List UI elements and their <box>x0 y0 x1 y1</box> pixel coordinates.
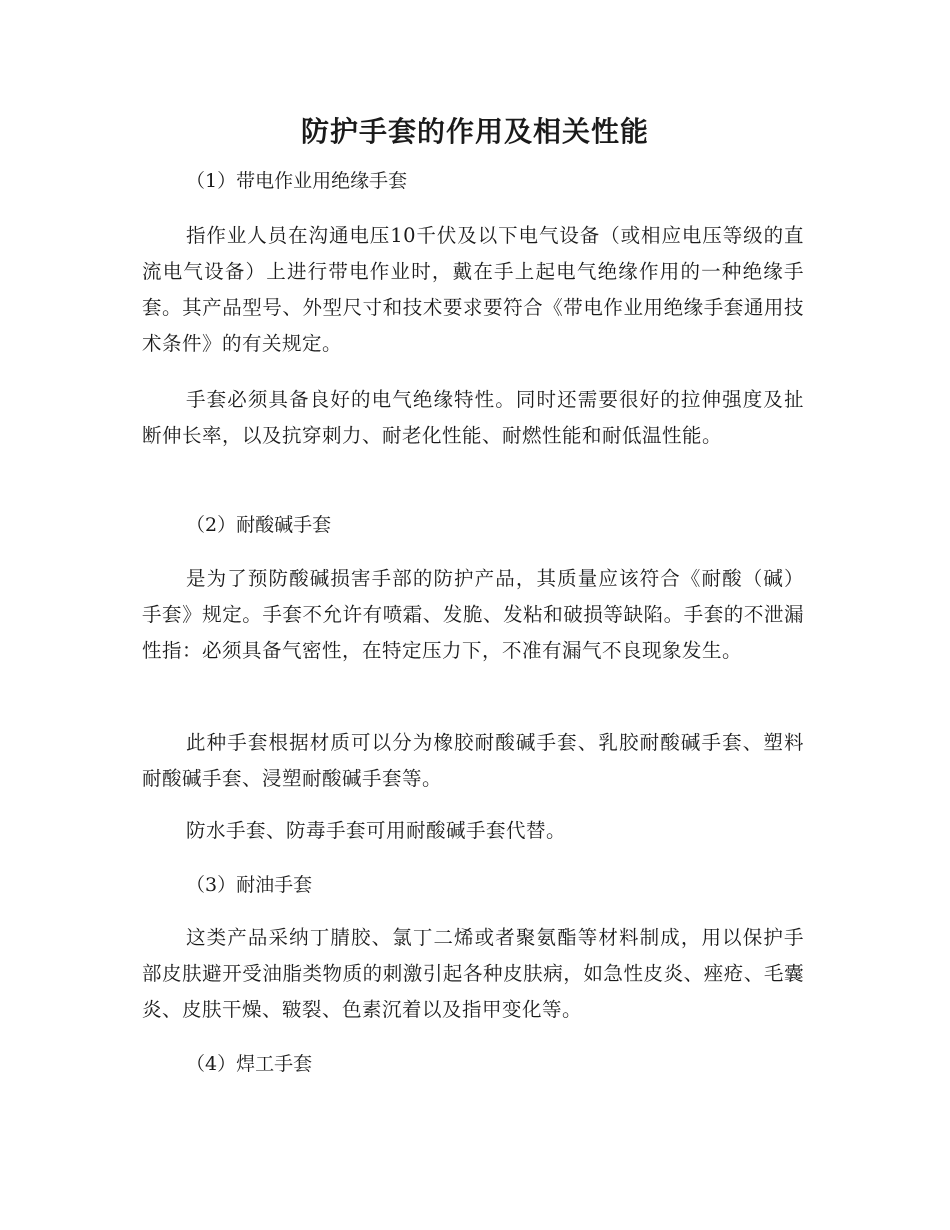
section-2-paragraph-3: 防水手套、防毒手套可用耐酸碱手套代替。 <box>186 819 567 842</box>
section-heading-1: （1）带电作业用绝缘手套 <box>186 170 408 192</box>
section-2-paragraph-2: 此种手套根据材质可以分为橡胶耐酸碱手套、乳胶耐酸碱手套、塑料耐酸碱手套、浸塑耐酸碱手套等。 <box>142 731 804 790</box>
section-heading-3: （3）耐油手套 <box>186 874 313 896</box>
section-heading-4: （4）焊工手套 <box>186 1053 313 1075</box>
section-heading-2: （2）耐酸碱手套 <box>186 514 332 536</box>
section-1-paragraph-1: 指作业人员在沟通电压10千伏及以下电气设备（或相应电压等级的直流电气设备）上进行带电作业时，戴在手上起电气绝缘作用的一种绝缘手套。其产品型号、外型尺寸和技术要求要符合《带电作业用绝缘手套通用技术条件》的有关规定。 <box>142 224 804 355</box>
page-title: 防护手套的作用及相关性能 <box>300 115 649 148</box>
section-2-paragraph-1: 是为了预防酸碱损害手部的防护产品，其质量应该符合《耐酸（碱）手套》规定。手套不允许有喷霜、发脆、发粘和破损等缺陷。手套的不泄漏性指：必须具备气密性，在特定压力下，不准有漏气不良现象发生。 <box>142 567 804 662</box>
section-3-paragraph-1: 这类产品采纳丁腈胶、氯丁二烯或者聚氨酯等材料制成，用以保护手部皮肤避开受油脂类物质的刺激引起各种皮肤病，如急性皮炎、痤疮、毛囊炎、皮肤干燥、皲裂、色素沉着以及指甲变化等。 <box>142 926 804 1021</box>
section-1-paragraph-2: 手套必须具备良好的电气绝缘特性。同时还需要很好的拉伸强度及扯断伸长率，以及抗穿刺力、耐老化性能、耐燃性能和耐低温性能。 <box>142 388 804 447</box>
